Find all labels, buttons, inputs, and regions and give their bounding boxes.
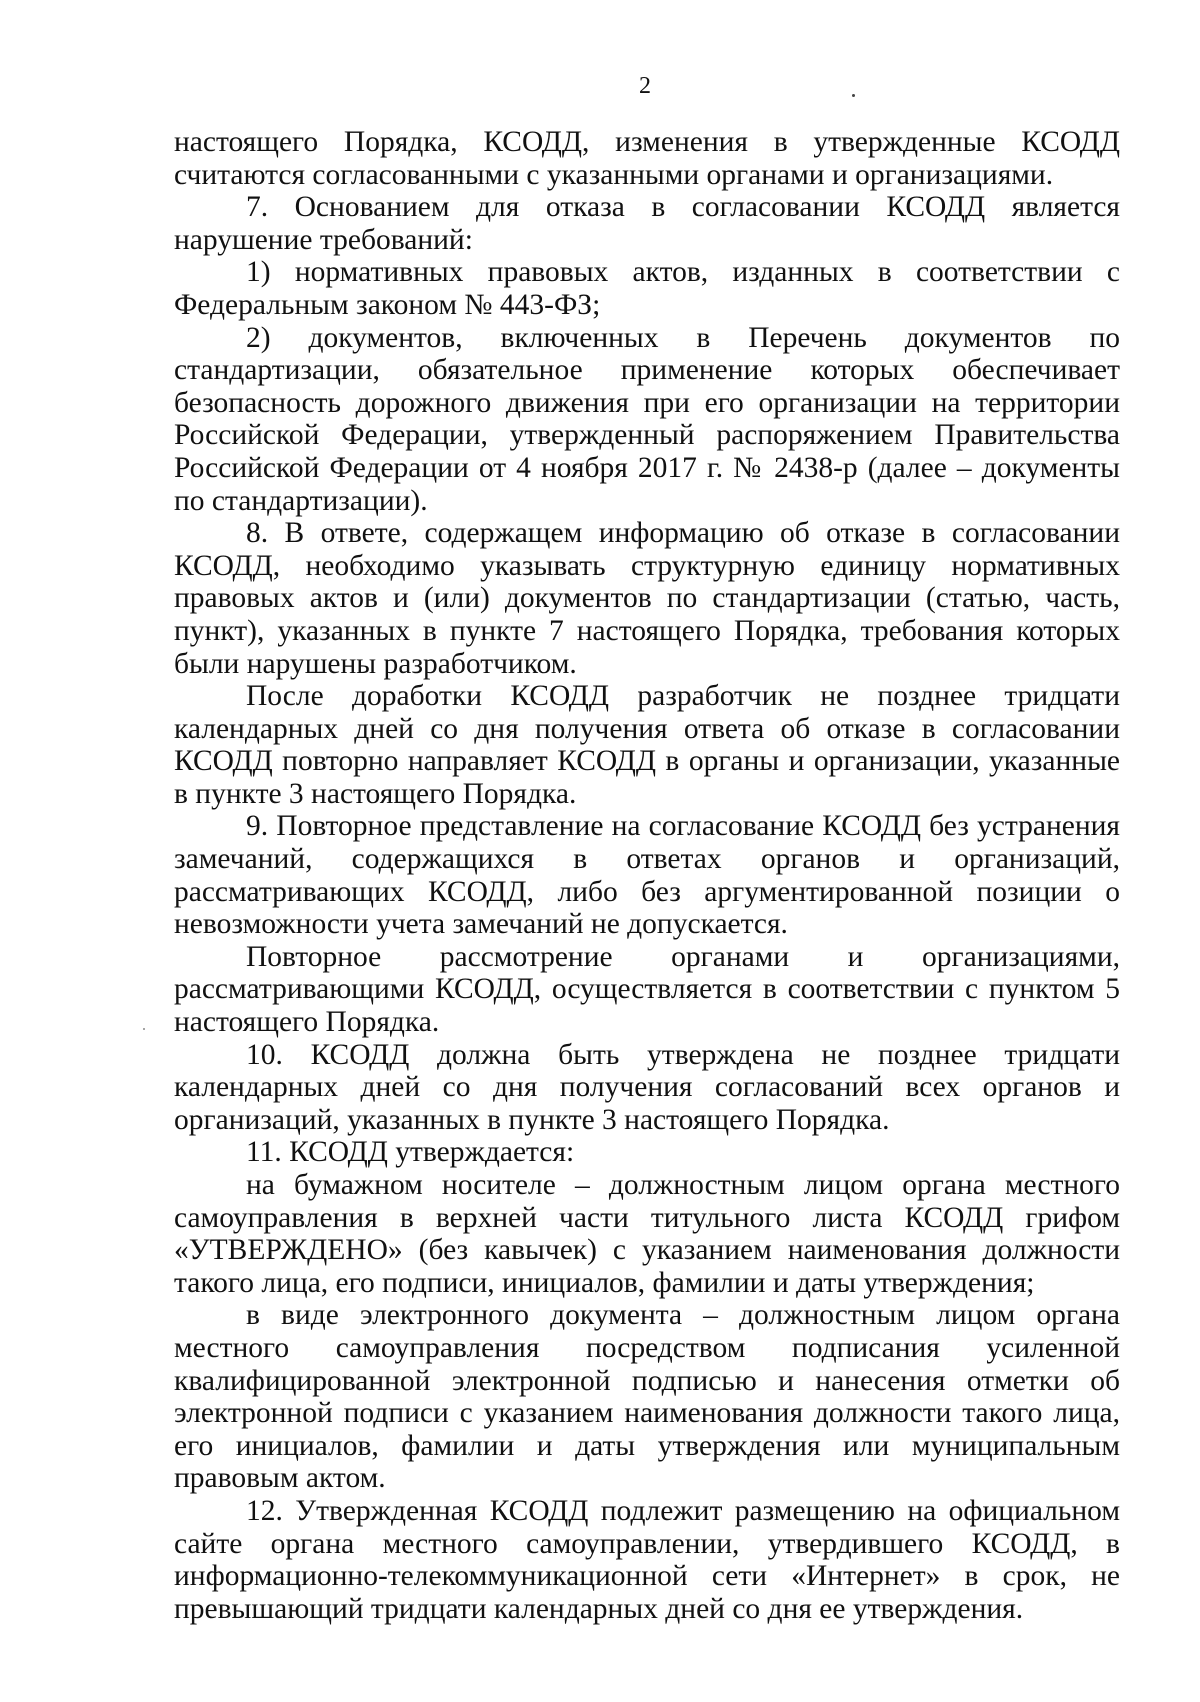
paragraph-item-7-1: 1) нормативных правовых актов, изданных в соответствии с Федеральным законом № 443-ФЗ; bbox=[174, 256, 1120, 321]
paragraph-item-9: 9. Повторное представление на согласование КСОДД без устранения замечаний, содержащихся в ответах органов и организаций, рассматривающих КСОДД, либо без аргументированной позиции о невозможности учета замечаний не допускается. bbox=[174, 810, 1120, 941]
scan-dot-mark bbox=[852, 94, 855, 97]
paragraph-item-11-paper: на бумажном носителе – должностным лицом органа местного самоуправления в верхней части титульного листа КСОДД грифом «УТВЕРЖДЕНО» (без кавычек) с указанием наименования должности такого лица, его подписи, инициалов, фамилии и даты утверждения; bbox=[174, 1169, 1120, 1299]
document-body bbox=[174, 126, 1120, 1625]
paragraph-continuation: настоящего Порядка, КСОДД, изменения в утвержденные КСОДД считаются согласованными с указанными органами и организациями. bbox=[174, 126, 1120, 191]
paragraph-item-10: 10. КСОДД должна быть утверждена не позднее тридцати календарных дней со дня получения согласований всех органов и организаций, указанных в пункте 3 настоящего Порядка. bbox=[174, 1038, 1120, 1136]
paragraph-item-11-electronic: в виде электронного документа – должностным лицом органа местного самоуправления посредством подписания усиленной квалифицированной электронной подписью и нанесения отметки об электронной подписи с указанием наименования должности такого лица, его инициалов, фамилии и даты утверждения или муниципальным правовым актом. bbox=[174, 1299, 1120, 1495]
paragraph-item-8: 8. В ответе, содержащем информацию об отказе в согласовании КСОДД, необходимо указывать структурную единицу нормативных правовых актов и (или) документов по стандартизации (статью, часть, пункт), указанных в пункте 7 настоящего Порядка, требования которых были нарушены разработчиком. bbox=[174, 517, 1120, 680]
paragraph-item-7: 7. Основанием для отказа в согласовании КСОДД является нарушение требований: bbox=[174, 191, 1120, 256]
paragraph-item-7-2: 2) документов, включенных в Перечень документов по стандартизации, обязательное применение которых обеспечивает безопасность дорожного движения при его организации на территории Российской Федерации, утвержденный распоряжением Правительства Российской Федерации от 4 ноября 2017 г. № 2438-р (далее – документы по стандартизации). bbox=[174, 321, 1120, 517]
paragraph-item-8-cont: После доработки КСОДД разработчик не позднее тридцати календарных дней со дня получения ответа об отказе в согласовании КСОДД повторно направляет КСОДД в органы и организации, указанные в пункте 3 настоящего Порядка. bbox=[174, 680, 1120, 810]
paragraph-item-12: 12. Утвержденная КСОДД подлежит размещению на официальном сайте органа местного самоуправлении, утвердившего КСОДД, в информационно-телекоммуникационной сети «Интернет» в срок, не превышающий тридцати календарных дней со дня ее утверждения. bbox=[174, 1494, 1120, 1625]
scan-margin-mark bbox=[143, 1028, 145, 1030]
paragraph-item-9-cont: Повторное рассмотрение органами и организациями, рассматривающими КСОДД, осуществляется в соответствии с пунктом 5 настоящего Порядка. bbox=[174, 940, 1120, 1039]
page-number: 2 bbox=[639, 73, 651, 99]
paragraph-item-11: 11. КСОДД утверждается: bbox=[246, 1136, 575, 1169]
